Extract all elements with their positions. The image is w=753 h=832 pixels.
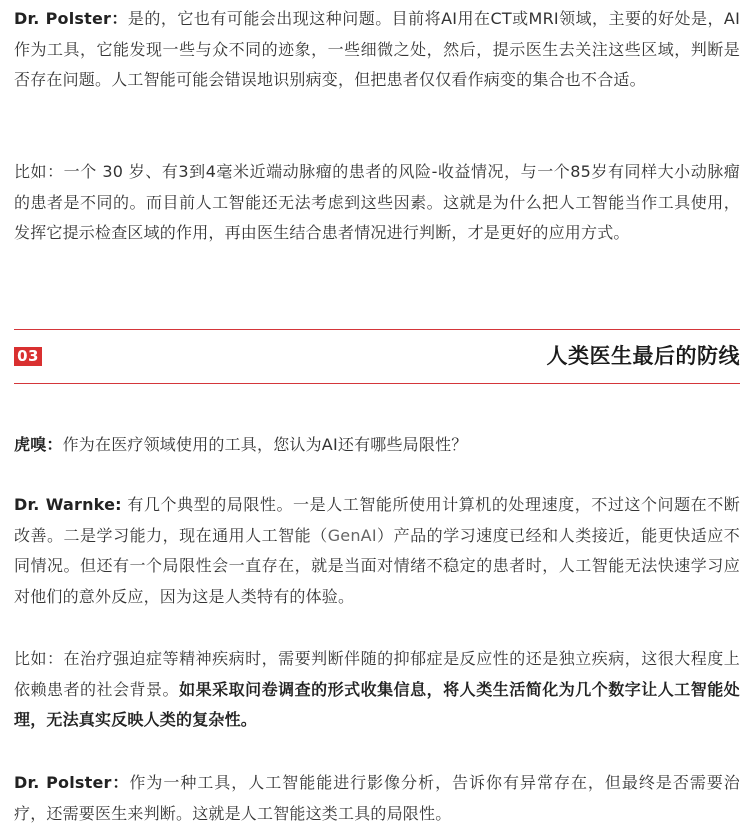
paragraph-text: 比如：在治疗强迫症等精神疾病时，需要判断伴随的抑郁症是反应性的还是独立疾病，这很大程度上依赖患者的社会背景。 (14, 649, 740, 699)
paragraph-question (14, 430, 740, 461)
speaker-label: Dr. Polster： (14, 9, 128, 28)
paragraph-text: 作为在医疗领域使用的工具，您认为AI还有哪些局限性？ (62, 435, 468, 454)
paragraph-polster-answer (14, 4, 740, 96)
paragraph-text: 比如：一个 30 岁、有3到4毫米近端动脉瘤的患者的风险-收益情况，与一个85岁有同样大小动脉瘤的患者是不同的。而目前人工智能还无法考虑到这些因素。这就是为什么把人工智能当作工具使用，发挥它提示检查区域的作用，再由医生结合患者情况进行判断，才是更好的应用方式。 (14, 162, 740, 242)
paragraph-polster-conclusion (14, 768, 740, 829)
section-title: 人类医生最后的防线 (546, 344, 740, 368)
speaker-label: 虎嗅： (14, 435, 63, 454)
paragraph-text: 是的，它也有可能会出现这种问题。目前将AI用在CT或MRI领域，主要的好处是，AI作为工具，它能发现一些与众不同的迹象，一些细微之处，然后，提示医生去关注这些区域，判断是否存在问题。人工智能可能会错误地识别病变，但把患者仅仅看作病变的集合也不合适。 (14, 9, 740, 89)
paragraph-text: 有几个典型的局限性。一是人工智能所使用计算机的处理速度，不过这个问题在不断改善。二是学习能力，现在通用人工智能（ (14, 495, 741, 545)
paragraph-warnke-answer (14, 490, 740, 612)
section-divider-top (14, 329, 740, 330)
section-number-badge: 03 (14, 347, 42, 366)
speaker-label: Dr. Warnke: (14, 495, 122, 514)
paragraph-text: ）产品的学习速度已经和人类接近，能更快适应不同情况。但还有一个局限性会一直存在，就是当面对情绪不稳定的患者时，人工智能无法快速学习应对他们的意外反应，因为这是人类特有的体验。 (14, 525, 740, 606)
paragraph-example-psychiatry (14, 644, 740, 736)
paragraph-text: 作为一种工具，人工智能能进行影像分析，告诉你有异常存在，但最终是否需要治疗，还需要医生来判断。这就是人工智能这类工具的局限性。 (14, 773, 740, 823)
speaker-label: Dr. Polster： (14, 773, 130, 792)
section-header (14, 329, 740, 385)
paragraph-example-aneurysm (14, 157, 740, 249)
emphasized-text: 如果采取问卷调查的形式收集信息，将人类生活简化为几个数字让人工智能处理，无法真实反映人类的复杂性。 (14, 679, 740, 729)
section-divider-bottom (14, 383, 740, 384)
genai-term: GenAI (327, 525, 377, 545)
